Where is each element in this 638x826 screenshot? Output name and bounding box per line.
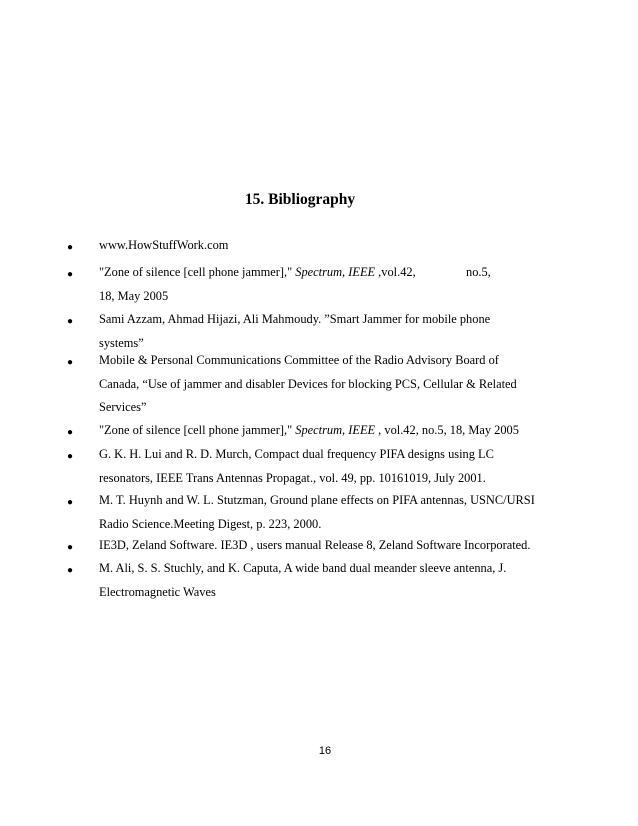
bullet-icon: ● (67, 565, 74, 576)
entry-line: Services” (99, 400, 147, 414)
entry-line: systems” (99, 336, 144, 350)
bullet-icon: ● (67, 497, 74, 508)
bullet-icon: ● (67, 451, 74, 462)
entry-line: G. K. H. Lui and R. D. Murch, Compact dual frequency PIFA designs using LC (99, 447, 494, 461)
entry-line: M. Ali, S. S. Stuchly, and K. Caputa, A wide band dual meander sleeve antenna, J. (99, 561, 507, 575)
section-heading: 15. Bibliography (244, 191, 356, 208)
bullet-icon: ● (67, 316, 74, 327)
entry-line: Mobile & Personal Communications Committee of the Radio Advisory Board of (99, 353, 499, 367)
bullet-icon: ● (67, 542, 74, 553)
entry-line: Canada, “Use of jammer and disabler Devices for blocking PCS, Cellular & Related (99, 377, 517, 391)
page-number: 16 (318, 745, 332, 757)
entry-line: "Zone of silence [cell phone jammer]," Spectrum, IEEE , vol.42, no.5, 18, May 2005 (99, 423, 519, 437)
bullet-icon: ● (67, 269, 74, 280)
entry-line: no.5, (466, 265, 491, 279)
entry-line: 18, May 2005 (99, 289, 169, 303)
entry-line: "Zone of silence [cell phone jammer]," Spectrum, IEEE ,vol.42, (99, 265, 416, 279)
entry-line: IE3D, Zeland Software. IE3D , users manual Release 8, Zeland Software Incorporated. (99, 538, 531, 552)
bullet-icon: ● (67, 357, 74, 368)
bullet-icon: ● (67, 242, 74, 253)
entry-line: Radio Science.Meeting Digest, p. 223, 2000. (99, 517, 322, 531)
entry-line: resonators, IEEE Trans Antennas Propagat., vol. 49, pp. 10161019, July 2001. (99, 471, 486, 485)
entry-line: M. T. Huynh and W. L. Stutzman, Ground plane effects on PIFA antennas, USNC/URSI (99, 493, 535, 507)
bullet-icon: ● (67, 427, 74, 438)
entry-line: Sami Azzam, Ahmad Hijazi, Ali Mahmoudy. ”Smart Jammer for mobile phone (99, 312, 491, 326)
entry-line: Electromagnetic Waves (99, 585, 216, 599)
entry-line: www.HowStuffWork.com (99, 238, 229, 252)
